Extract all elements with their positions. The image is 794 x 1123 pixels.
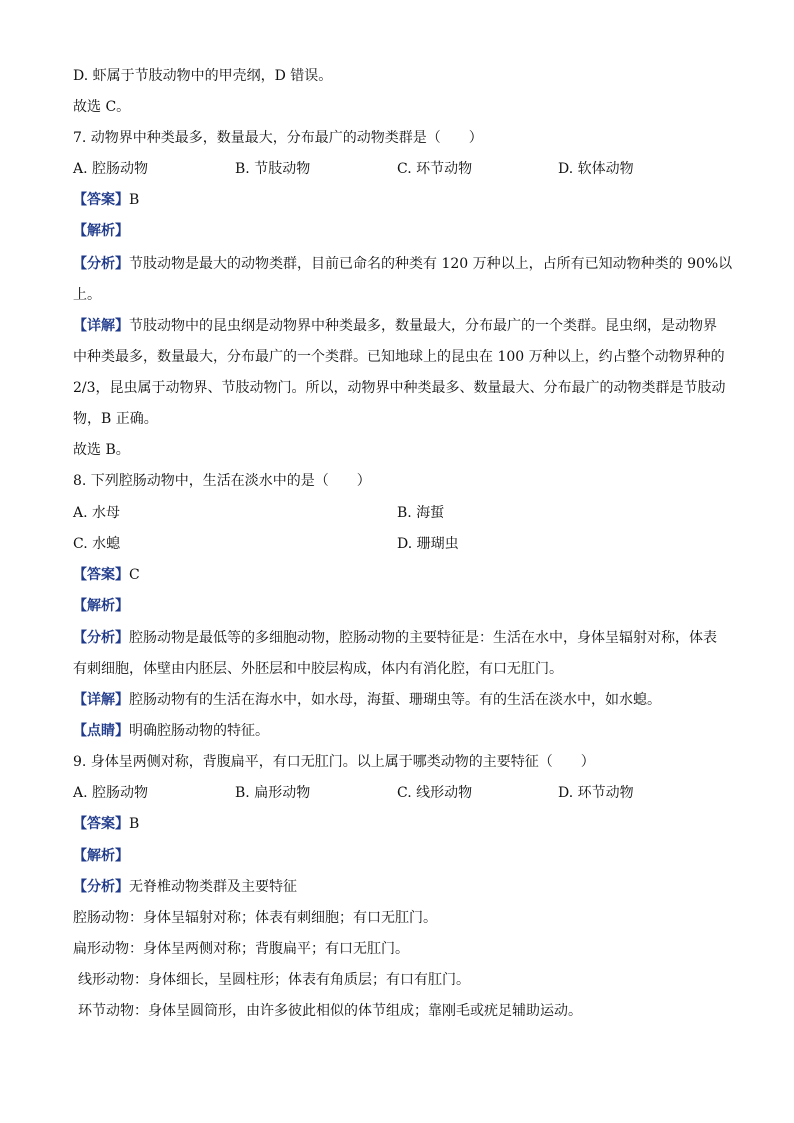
question-7: 7. 动物界中种类最多，数量最大，分布最广的动物类群是（ ） xyxy=(73,130,483,146)
option: B. 节肢动物 xyxy=(235,161,311,177)
option: B. 扁形动物 xyxy=(235,785,311,801)
feature-line: 扁形动物：身体呈两侧对称；背腹扁平；有口无肛门。 xyxy=(73,941,409,957)
detail-tag: 【详解】 xyxy=(73,692,129,708)
detail-line xyxy=(73,316,717,336)
analysis-tag: 【分析】 xyxy=(73,630,129,646)
analysis-text: 节肢动物是最大的动物类群，目前已命名的种类有 120 万种以上，占所有已知动物种类的 90%以 xyxy=(129,256,733,272)
point-text: 明确腔肠动物的特征。 xyxy=(129,723,269,739)
point-tag: 【点睛】 xyxy=(73,723,129,739)
text-line: 2/3，昆虫属于动物界、节肢动物门。所以，动物界中种类最多、数量最大、分布最广的动物类群是节肢动 xyxy=(73,380,726,396)
explain-line xyxy=(73,221,129,241)
text-line: 故选 C。 xyxy=(73,99,131,115)
analysis-line xyxy=(73,628,717,648)
feature-line: 线形动物：身体细长，呈圆柱形；体表有角质层；有口有肛门。 xyxy=(78,972,470,988)
option: C. 水螅 xyxy=(73,536,121,552)
question-9: 9. 身体呈两侧对称，背腹扁平，有口无肛门。以上属于哪类动物的主要特征（ ） xyxy=(73,754,595,770)
option: D. 软体动物 xyxy=(558,161,634,177)
answer-value: B xyxy=(129,816,140,832)
explain-tag: 【解析】 xyxy=(73,848,129,864)
option: A. 腔肠动物 xyxy=(73,785,149,801)
detail-text: 节肢动物中的昆虫纲是动物界中种类最多，数量最大，分布最广的一个类群。昆虫纲，是动物界 xyxy=(129,318,717,334)
answer-line xyxy=(73,190,139,210)
answer-value: C xyxy=(129,567,140,583)
option: A. 水母 xyxy=(73,505,121,521)
explain-tag: 【解析】 xyxy=(73,598,129,614)
answer-value: B xyxy=(129,192,140,208)
detail-text: 腔肠动物有的生活在海水中，如水母，海蜇、珊瑚虫等。有的生活在淡水中，如水螅。 xyxy=(129,692,661,708)
option: D. 珊瑚虫 xyxy=(397,536,459,552)
text-line: 上。 xyxy=(73,287,101,303)
text-line: 中种类最多，数量最大，分布最广的一个类群。已知地球上的昆虫在 100 万种以上，约占整个动物界种的 xyxy=(73,349,725,365)
text-line: 物，B 正确。 xyxy=(73,411,158,427)
detail-line xyxy=(73,690,661,710)
analysis-line xyxy=(73,254,732,274)
answer-tag: 【答案】 xyxy=(73,816,129,832)
text-line: 有刺细胞，体壁由内胚层、外胚层和中胶层构成，体内有消化腔，有口无肛门。 xyxy=(73,661,563,677)
answer-line xyxy=(73,814,139,834)
answer-tag: 【答案】 xyxy=(73,192,129,208)
option: D. 环节动物 xyxy=(558,785,634,801)
analysis-line xyxy=(73,877,297,897)
analysis-tag: 【分析】 xyxy=(73,879,129,895)
question-8: 8. 下列腔肠动物中，生活在淡水中的是（ ） xyxy=(73,473,371,489)
analysis-tag: 【分析】 xyxy=(73,256,129,272)
answer-tag: 【答案】 xyxy=(73,567,129,583)
option: A. 腔肠动物 xyxy=(73,161,149,177)
text-line: D. 虾属于节肢动物中的甲壳纲，D 错误。 xyxy=(73,68,333,84)
analysis-text: 无脊椎动物类群及主要特征 xyxy=(129,879,297,895)
answer-line xyxy=(73,565,140,585)
explain-tag: 【解析】 xyxy=(73,223,129,239)
explain-line xyxy=(73,846,129,866)
feature-line: 环节动物：身体呈圆筒形，由许多彼此相似的体节组成；靠刚毛或疣足辅助运动。 xyxy=(78,1003,582,1019)
feature-line: 腔肠动物：身体呈辐射对称；体表有刺细胞；有口无肛门。 xyxy=(73,910,437,926)
detail-tag: 【详解】 xyxy=(73,318,129,334)
option: C. 环节动物 xyxy=(397,161,473,177)
point-line xyxy=(73,721,269,741)
text-line: 故选 B。 xyxy=(73,442,130,458)
explain-line xyxy=(73,596,129,616)
option: C. 线形动物 xyxy=(397,785,473,801)
option: B. 海蜇 xyxy=(397,505,445,521)
analysis-text: 腔肠动物是最低等的多细胞动物，腔肠动物的主要特征是：生活在水中，身体呈辐射对称，体表 xyxy=(129,630,717,646)
